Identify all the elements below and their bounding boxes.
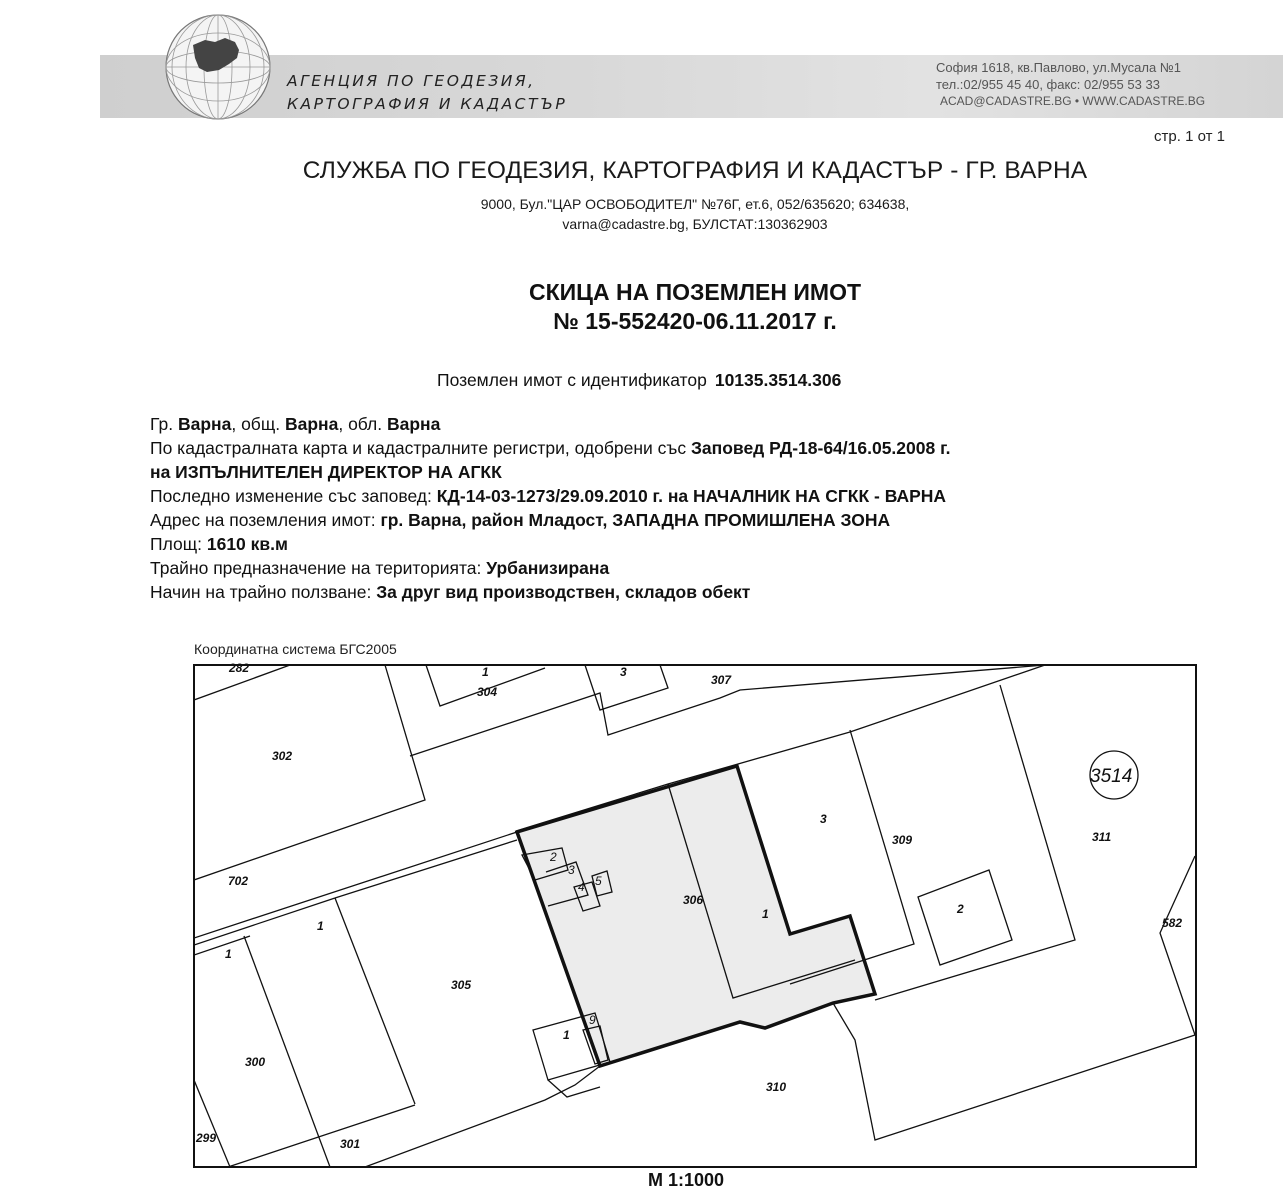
building-label: 2	[550, 850, 557, 864]
building-label: 1	[225, 947, 232, 961]
building-label: 1	[563, 1028, 570, 1042]
area-label: Площ:	[150, 534, 202, 554]
building-label: 2	[957, 902, 964, 916]
parcel-label-302: 302	[272, 749, 293, 763]
parcel-label-307: 307	[711, 673, 732, 687]
purpose-value: Урбанизирана	[486, 558, 610, 578]
parcel-label-304: 304	[477, 685, 498, 699]
contact-phone: тел.:02/955 45 40, факс: 02/955 53 33	[936, 77, 1160, 92]
coordinate-system-label: Координатна система БГС2005	[194, 641, 397, 657]
usage-label: Начин на трайно ползване:	[150, 582, 372, 602]
municipality-value: Варна	[284, 414, 339, 434]
service-title: СЛУЖБА ПО ГЕОДЕЗИЯ, КАРТОГРАФИЯ И КАДАСТЪР - ГР. ВАРНА	[302, 157, 1088, 184]
agency-line-2: КАРТОГРАФИЯ И КАДАСТЪР	[287, 95, 568, 113]
cadastral-region-label: 3514	[1090, 766, 1133, 787]
contact-address: София 1618, кв.Павлово, ул.Мусала №1	[936, 60, 1182, 75]
approval-authority: на ИЗПЪЛНИТЕЛЕН ДИРЕКТОР НА АГКК	[150, 462, 502, 482]
service-email-bulstat: varna@cadastre.bg, БУЛСТАТ:130362903	[562, 216, 828, 232]
parcel-label-309: 309	[892, 833, 913, 847]
parcel-label-311: 311	[1092, 830, 1112, 844]
document-number: № 15-552420-06.11.2017 г.	[553, 308, 837, 334]
approval-value: Заповед РД-18-64/16.05.2008 г.	[690, 438, 951, 458]
parcel-label-306: 306	[683, 893, 704, 907]
parcel-label-301: 301	[340, 1137, 361, 1151]
last-change-label: Последно изменение със заповед:	[150, 486, 432, 506]
municipality-prefix: , общ.	[231, 414, 281, 434]
city-value: Варна	[177, 414, 232, 434]
building-label: 3	[820, 812, 827, 826]
building-label: 3	[620, 665, 627, 679]
last-change-value: КД-14-03-1273/29.09.2010 г. на НАЧАЛНИК НА СГКК - ВАРНА	[436, 486, 947, 506]
parcel-label-300: 300	[245, 1055, 266, 1069]
parcel-label-582: 582	[1162, 916, 1183, 930]
identifier-label: Поземлен имот с идентификатор	[437, 370, 707, 390]
parcel-label-305: 305	[451, 978, 472, 992]
address-label: Адрес на поземления имот:	[150, 510, 376, 530]
purpose-label: Трайно предназначение на територията:	[150, 558, 482, 578]
building-label: 4	[578, 880, 585, 894]
parcel-label-310: 310	[766, 1080, 787, 1094]
city-prefix: Гр.	[150, 414, 174, 434]
usage-value: За друг вид производствен, складов обект	[376, 582, 751, 602]
building-label: 1	[482, 665, 489, 679]
building-label: 1	[762, 907, 769, 921]
parcel-label-299: 299	[196, 1131, 217, 1145]
approval-label: По кадастралната карта и кадастралните регистри, одобрени със	[150, 438, 687, 458]
contact-web: ACAD@CADASTRE.BG • WWW.CADASTRE.BG	[940, 94, 1206, 108]
document-title-text: СКИЦА НА ПОЗЕМЛЕН ИМОТ	[528, 279, 862, 305]
building-label: 3	[568, 863, 575, 877]
building-label: 9	[589, 1013, 596, 1027]
page-number: стр. 1 от 1	[1154, 128, 1225, 145]
address-value: гр. Варна, район Младост, ЗАПАДНА ПРОМИШЛЕНА ЗОНА	[380, 510, 891, 530]
service-address: 9000, Бул."ЦАР ОСВОБОДИТЕЛ" №76Г, ет.6, 052/635620; 634638,	[480, 196, 910, 212]
map-scale: М 1:1000	[648, 1170, 725, 1190]
parcel-label-702: 702	[228, 874, 249, 888]
region-prefix: , обл.	[338, 414, 383, 434]
building-label: 5	[595, 874, 602, 888]
parcel-label-282: 282	[229, 661, 250, 675]
region-value: Варна	[387, 414, 441, 434]
area-value: 1610 кв.м	[206, 534, 288, 554]
identifier-value: 10135.3514.306	[714, 370, 842, 390]
building-label: 1	[317, 919, 324, 933]
agency-line-1: АГЕНЦИЯ ПО ГЕОДЕЗИЯ,	[287, 72, 536, 90]
subject-parcel-306	[517, 766, 875, 1066]
